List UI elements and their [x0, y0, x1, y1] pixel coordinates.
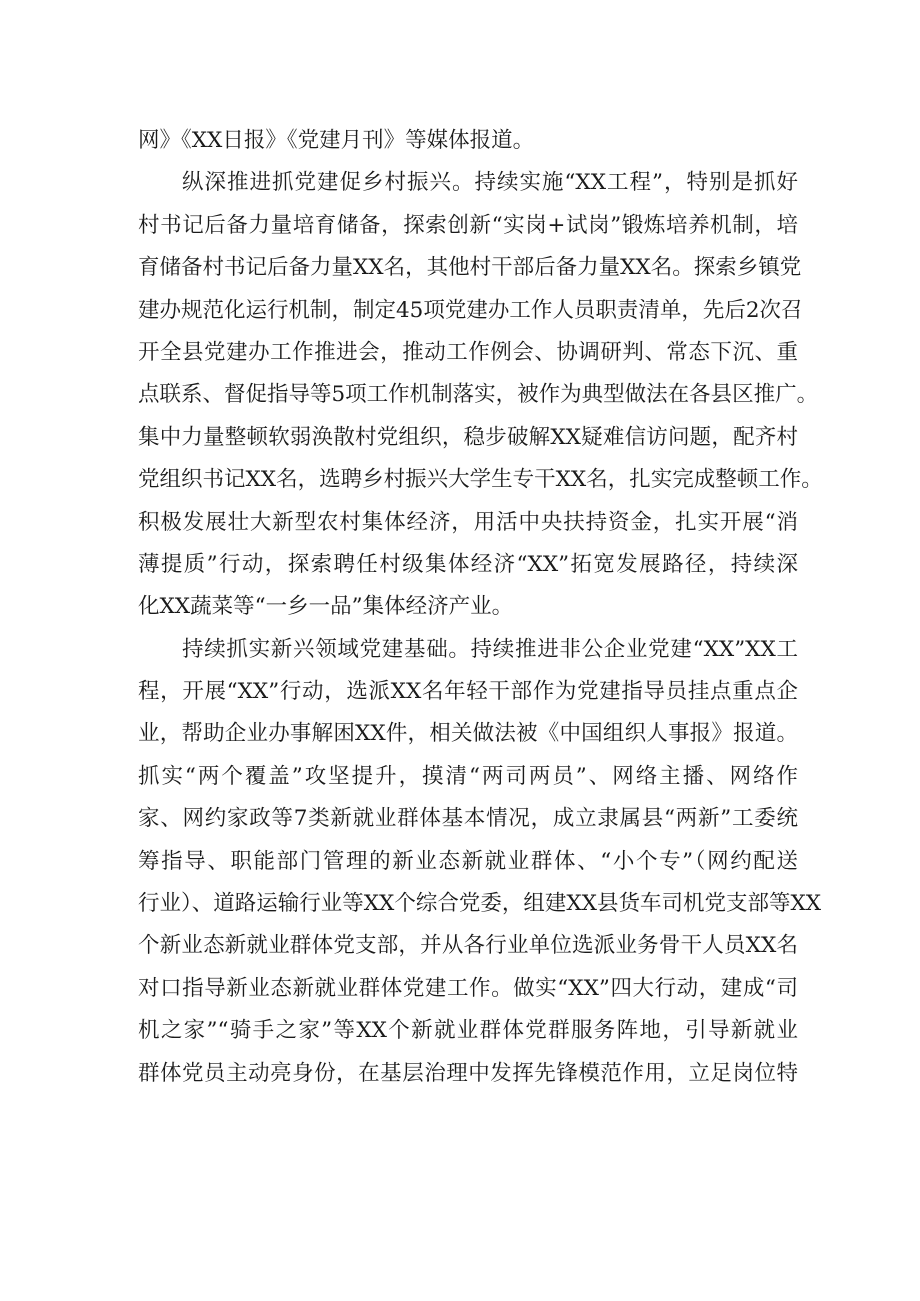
paragraph-line: 行业）、道路运输行业等XX个综合党委，组建XX县货车司机党支部等XX: [138, 891, 822, 917]
paragraph-line: 网》《XX日报》《党建月刊》等媒体报道。: [138, 128, 535, 153]
paragraph-line: 筹指导、职能部门管理的新业态新就业群体、“小个专”（网约配送: [138, 848, 798, 874]
paragraph-line: 化XX蔬菜等“一乡一品”集体经济产业。: [138, 594, 514, 620]
paragraph-line: 抓实“两个覆盖”攻坚提升，摸清“两司两员”、网络主播、网络作: [138, 763, 798, 789]
paragraph-line: 家、网约家政等7类新就业群体基本情况，成立隶属县“两新”工委统: [138, 806, 798, 832]
paragraph-line: 点联系、督促指导等5项工作机制落实，被作为典型做法在各县区推广。: [138, 382, 819, 408]
paragraph-line: 积极发展壮大新型农村集体经济，用活中央扶持资金，扎实开展“消: [138, 509, 798, 535]
paragraph-line: 集中力量整顿软弱涣散村党组织，稳步破解XX疑难信访问题，配齐村: [138, 424, 798, 450]
paragraph-line: 党组织书记XX名，选聘乡村振兴大学生专干XX名，扎实完成整顿工作。: [138, 467, 823, 493]
document-body: [138, 120, 823, 1095]
paragraph-line: 开全县党建办工作推进会，推动工作例会、协调研判、常态下沉、重: [138, 339, 798, 365]
paragraph-line: 机之家”“骑手之家”等XX个新就业群体党群服务阵地，引导新就业: [138, 1018, 798, 1044]
paragraph-line: 群体党员主动亮身份，在基层治理中发挥先锋模范作用，立足岗位特: [138, 1060, 798, 1086]
paragraph-line: 个新业态新就业群体党支部，并从各行业单位选派业务骨干人员XX名: [138, 933, 798, 959]
paragraph-line: 持续抓实新兴领域党建基础。持续推进非公企业党建“XX”XX工: [182, 636, 798, 662]
paragraph-line: 育储备村书记后备力量XX名，其他村干部后备力量XX名。探索乡镇党: [138, 255, 802, 281]
paragraph-line: 对口指导新业态新就业群体党建工作。做实“XX”四大行动，建成“司: [138, 975, 798, 1001]
paragraph-line: 程，开展“XX”行动，选派XX名年轻干部作为党建指导员挂点重点企: [138, 679, 798, 705]
paragraph-line: 薄提质”行动，探索聘任村级集体经济“XX”拓宽发展路径，持续深: [138, 551, 798, 577]
paragraph-line: 村书记后备力量培育储备，探索创新“实岗+试岗”锻炼培养机制，培: [138, 212, 798, 238]
paragraph-line: 纵深推进抓党建促乡村振兴。持续实施“XX工程”，特别是抓好: [182, 170, 798, 196]
paragraph-line: 建办规范化运行机制，制定45项党建办工作人员职责清单，先后2次召: [138, 297, 803, 323]
paragraph-line: 业，帮助企业办事解困XX件，相关做法被《中国组织人事报》报道。: [138, 721, 798, 747]
